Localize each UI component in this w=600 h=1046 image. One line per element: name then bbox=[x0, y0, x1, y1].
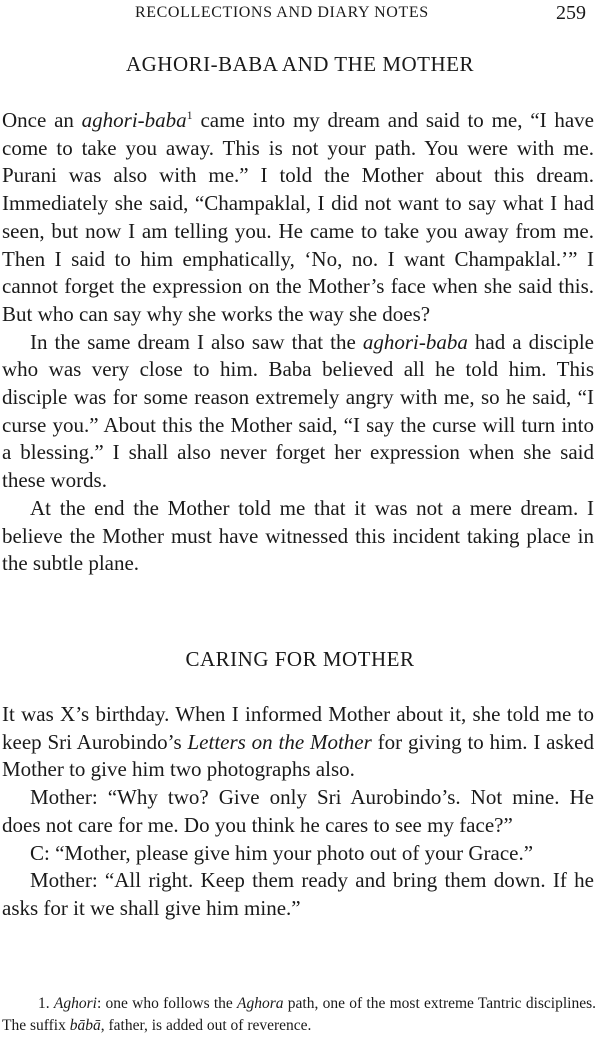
page-number: 259 bbox=[556, 2, 586, 24]
paragraph: C: “Mother, please give him your photo out of your Grace.” bbox=[30, 840, 534, 865]
paragraph: It was X’s birthday. When I informed Mother about it, she told me to keep Sri Aurobindo’s Letters on the Mother for giving to him. I asked Mother to give him two photographs also. bbox=[2, 702, 594, 782]
italic-book-title: Letters on the Mother bbox=[187, 729, 372, 754]
paragraph: Once an aghori-baba$^1$ came into my dream and said to me, “I have come to take you away. This is not your path. You were with me. Purani was also with me.” I told the Mother about this dream. Immediately she said, “Champaklal, I did not want to say what I had seen, but now I am telling you. He came to take you away from me. Then I said to him emphatically, ‘No, no. I want Champaklal.’” I cannot forget the expression on the Mother’s face when she said this. But who can say why she works the way she does? bbox=[2, 108, 594, 326]
paragraph: Mother: “Why two? Give only Sri Aurobindo’s. Not mine. He does not care for me. Do you think he cares to see my face?” bbox=[2, 785, 594, 837]
paragraph: In the same dream I also saw that the aghori-baba had a disciple who was very close to him. Baba believed all he told him. This disciple was for some reason extremely angry with me, so he said, “I curse you.” About this the Mother said, “I say the curse will turn into a blessing.” I shall also never forget her expression when she said these words. bbox=[2, 329, 594, 493]
italic-term: aghori-baba bbox=[362, 329, 468, 354]
section-title-caring-for-mother: CARING FOR MOTHER bbox=[185, 647, 415, 671]
footnote: 1. Aghori: one who follows the Aghora path, one of the most extreme Tantric disciplines. The suffix bābā, father, is added out of reverence. bbox=[2, 995, 596, 1034]
running-title: RECOLLECTIONS AND DIARY NOTES bbox=[135, 4, 429, 21]
section-title-aghori-baba: AGHORI-BABA AND THE MOTHER bbox=[125, 52, 475, 76]
italic-term: aghori-baba bbox=[81, 108, 187, 132]
paragraph: At the end the Mother told me that it was not a mere dream. I believe the Mother must have witnessed this incident taking place in the subtle plane. bbox=[2, 495, 594, 576]
footnote-ref: 1 bbox=[186, 108, 193, 122]
section-body-aghori-baba bbox=[2, 107, 594, 578]
section-body-caring-for-mother bbox=[2, 701, 594, 923]
running-head bbox=[0, 2, 600, 26]
paragraph: Mother: “All right. Keep them ready and bring them down. If he asks for it we shall give him mine.” bbox=[2, 868, 594, 920]
